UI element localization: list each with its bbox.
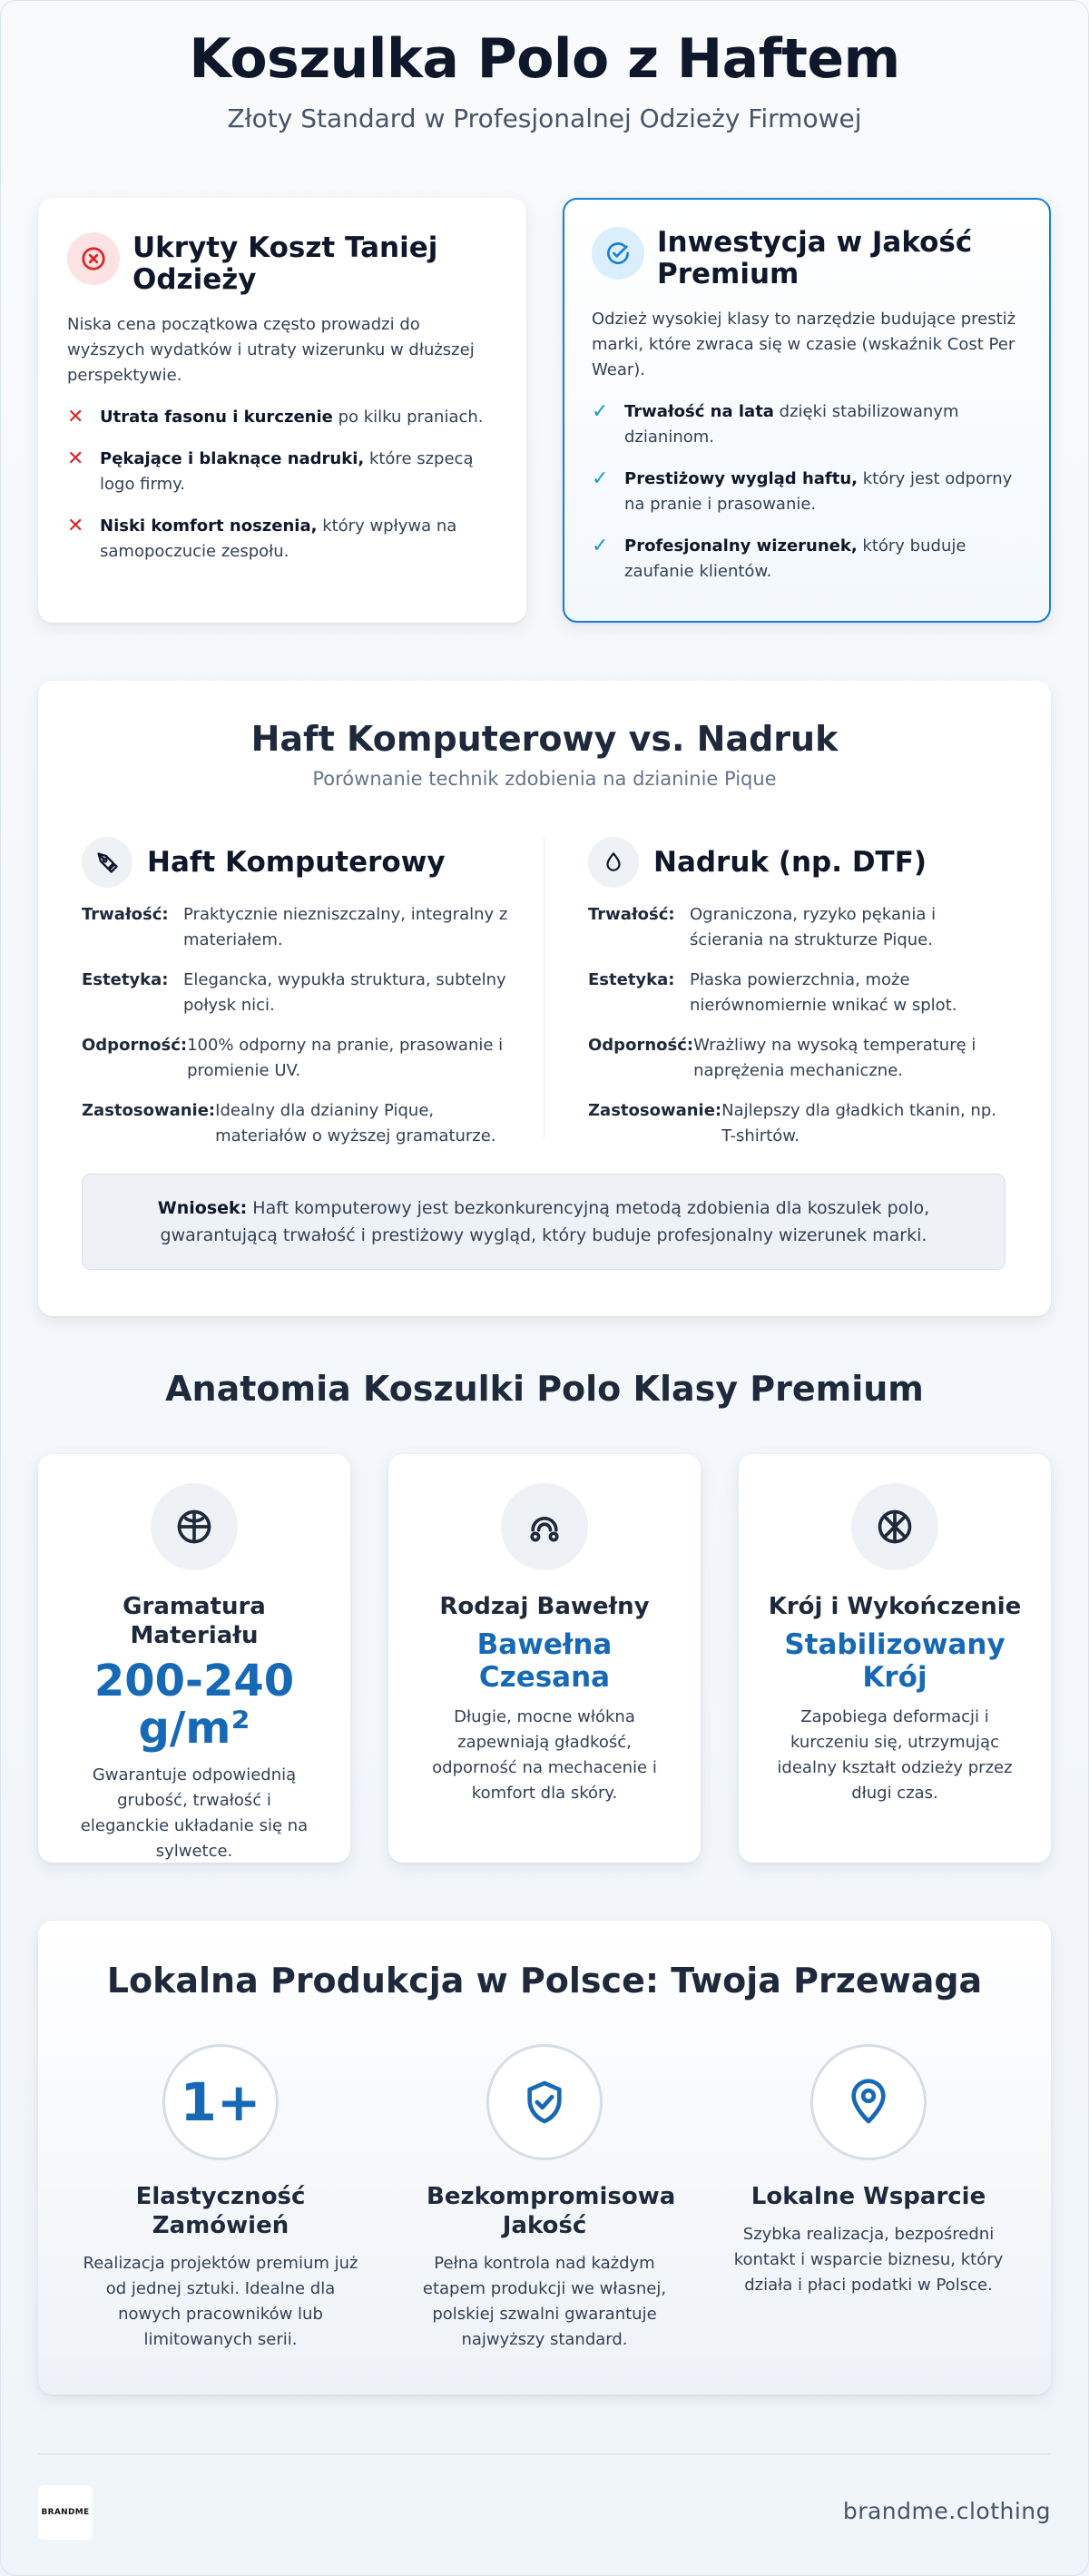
page-subtitle: Złoty Standard w Profesjonalnej Odzieży Firmowej [227, 103, 862, 133]
comparison-subtitle: Porównanie technik zdobienia na dzianinie Pique [312, 768, 777, 790]
page-header [0, 27, 1089, 133]
print-title: Nadruk (np. DTF) [653, 846, 927, 879]
anatomy-value: Bawełna Czesana [476, 1628, 613, 1694]
anatomy-card-cut [739, 1454, 1051, 1863]
local-production-card [38, 1921, 1051, 2394]
anatomy-value: 200-240 g/m² [93, 1656, 295, 1754]
feature-quality [399, 2044, 690, 2353]
comparison-row: Odporność: Wrażliwy na wysoką temperaturę i naprężenia mechaniczne. [588, 1036, 976, 1080]
feature-description: Szybka realizacja, bezpośredni kontakt i wsparcie biznesu, który działa i płaci podatki w Polsce. [733, 2225, 1004, 2295]
ink-drop-icon [588, 837, 639, 888]
embroidery-title: Haft Komputerowy [147, 846, 446, 879]
comparison-row: Zastosowanie: Najlepszy dla gładkich tkanin, np. T-shirtów. [588, 1101, 996, 1145]
feature-badge [162, 2044, 279, 2160]
problem-title: Ukryty Koszt Taniej Odzieży [132, 231, 438, 296]
comparison-title: Haft Komputerowy vs. Nadruk [250, 719, 839, 759]
conclusion-text: Haft komputerowy jest bezkonkurencyjną metodą zdobienia dla koszulek polo, gwarantującą trwałość i prestiżowy wygląd, który buduje profesjonalny wizerunek marki. [160, 1198, 930, 1245]
comparison-card [38, 681, 1051, 1316]
x-mark-icon: ✕ [67, 406, 84, 428]
anatomy-description: Gwarantuje odpowiednią grubość, trwałość i eleganckie układanie się na sylwetce. [80, 1765, 309, 1861]
embroidery-column [82, 837, 508, 1149]
anatomy-title: Anatomia Koszulki Polo Klasy Premium [165, 1369, 924, 1409]
comparison-row: Odporność: 100% odporny na pranie, prasowanie i promienie UV. [82, 1036, 504, 1080]
brand-logo[interactable] [38, 2485, 93, 2540]
problem-item: ✕ Pękające i blaknące nadruki, które szpecą logo firmy. [67, 447, 497, 497]
comparison-row: Trwałość: Ograniczona, ryzyko pękania i ścierania na strukturze Pique. [588, 905, 937, 949]
solution-card [563, 198, 1051, 623]
check-mark-icon: ✓ [592, 400, 609, 423]
needle-pen-icon [82, 837, 132, 888]
feature-heading: Elastyczność Zamówień [135, 2183, 306, 2239]
anatomy-description: Długie, mocne włókna zapewniają gładkość, odporność na mechacenie i komfort dla skóry. [432, 1707, 657, 1803]
conclusion-label: Wniosek: [157, 1198, 248, 1218]
page-title: Koszulka Polo z Haftem [189, 27, 900, 91]
check-badge-icon [592, 227, 644, 280]
cotton-thread-icon [501, 1483, 588, 1570]
print-column [588, 837, 1015, 1149]
feature-heading: Bezkompromisowa Jakość [427, 2183, 676, 2239]
check-mark-icon: ✓ [592, 467, 609, 490]
shield-check-icon [486, 2044, 603, 2160]
comparison-row: Estetyka: Elegancka, wypukła struktura, subtelny połysk nici. [82, 970, 506, 1015]
solution-description: Odzież wysokiej klasy to narzędzie budujące prestiż marki, które zwraca się w czasie (wskaźnik Cost Per Wear). [592, 310, 1016, 379]
website-link[interactable]: brandme.clothing [842, 2498, 1051, 2524]
problem-card [38, 198, 526, 623]
comparison-row: Trwałość: Praktycznie niezniszczalny, integralny z materiałem. [82, 905, 508, 949]
problem-item: ✕ Niski komfort noszenia, który wpływa na samopoczucie zespołu. [67, 514, 497, 565]
problem-item: ✕ Utrata fasonu i kurczenie po kilku praniach. [67, 406, 484, 428]
feature-description: Pełna kontrola nad każdym etapem produkcji we własnej, polskiej szwalni gwarantuje najwyższy standard. [422, 2254, 667, 2349]
anatomy-card-cotton [388, 1454, 701, 1863]
x-mark-icon: ✕ [67, 447, 84, 470]
stabilized-cut-icon [851, 1483, 938, 1570]
anatomy-description: Zapobiega deformacji i kurczeniu się, utrzymując idealny kształt odzieży przez długi czas. [777, 1707, 1013, 1803]
conclusion-box [82, 1174, 1006, 1270]
problem-description: Niska cena początkowa często prowadzi do wyższych wydatków i utraty wizerunku w dłuższej perspektywie. [67, 315, 475, 385]
fabric-weight-icon [151, 1483, 238, 1570]
solution-item: ✓ Prestiżowy wygląd haftu, który jest odporny na pranie i prasowanie. [592, 467, 1022, 517]
solution-item: ✓ Profesjonalny wizerunek, który buduje zaufanie klientów. [592, 534, 1022, 585]
local-title: Lokalna Produkcja w Polsce: Twoja Przewaga [106, 1961, 983, 2001]
anatomy-value: Stabilizowany Krój [784, 1628, 1006, 1694]
feature-support [723, 2044, 1014, 2298]
footer-divider [38, 2453, 1051, 2454]
feature-badge-number: 1+ [180, 2071, 261, 2133]
comparison-row: Zastosowanie: Idealny dla dzianiny Pique, materiałów o wyższej gramaturze. [82, 1101, 496, 1145]
solution-title: Inwestycja w Jakość Premium [657, 226, 973, 290]
map-pin-icon [810, 2044, 927, 2160]
x-circle-icon [67, 232, 120, 285]
anatomy-heading: Gramatura Materiału [123, 1593, 266, 1649]
solution-item: ✓ Trwałość na lata dzięki stabilizowanym dzianinom. [592, 399, 1022, 450]
feature-flexibility [75, 2044, 366, 2353]
feature-description: Realizacja projektów premium już od jednej sztuki. Idealne dla nowych pracowników lub limitowanych serii. [83, 2254, 358, 2349]
feature-heading: Lokalne Wsparcie [751, 2183, 986, 2210]
anatomy-heading: Rodzaj Bawełny [439, 1593, 650, 1620]
comparison-row: Estetyka: Płaska powierzchnia, może nierównomiernie wnikać w splot. [588, 970, 957, 1015]
brand-logo-text: BRANDME [41, 2508, 90, 2517]
x-mark-icon: ✕ [67, 515, 84, 537]
anatomy-card-weight [38, 1454, 350, 1863]
anatomy-heading: Krój i Wykończenie [768, 1593, 1022, 1620]
check-mark-icon: ✓ [592, 535, 609, 557]
